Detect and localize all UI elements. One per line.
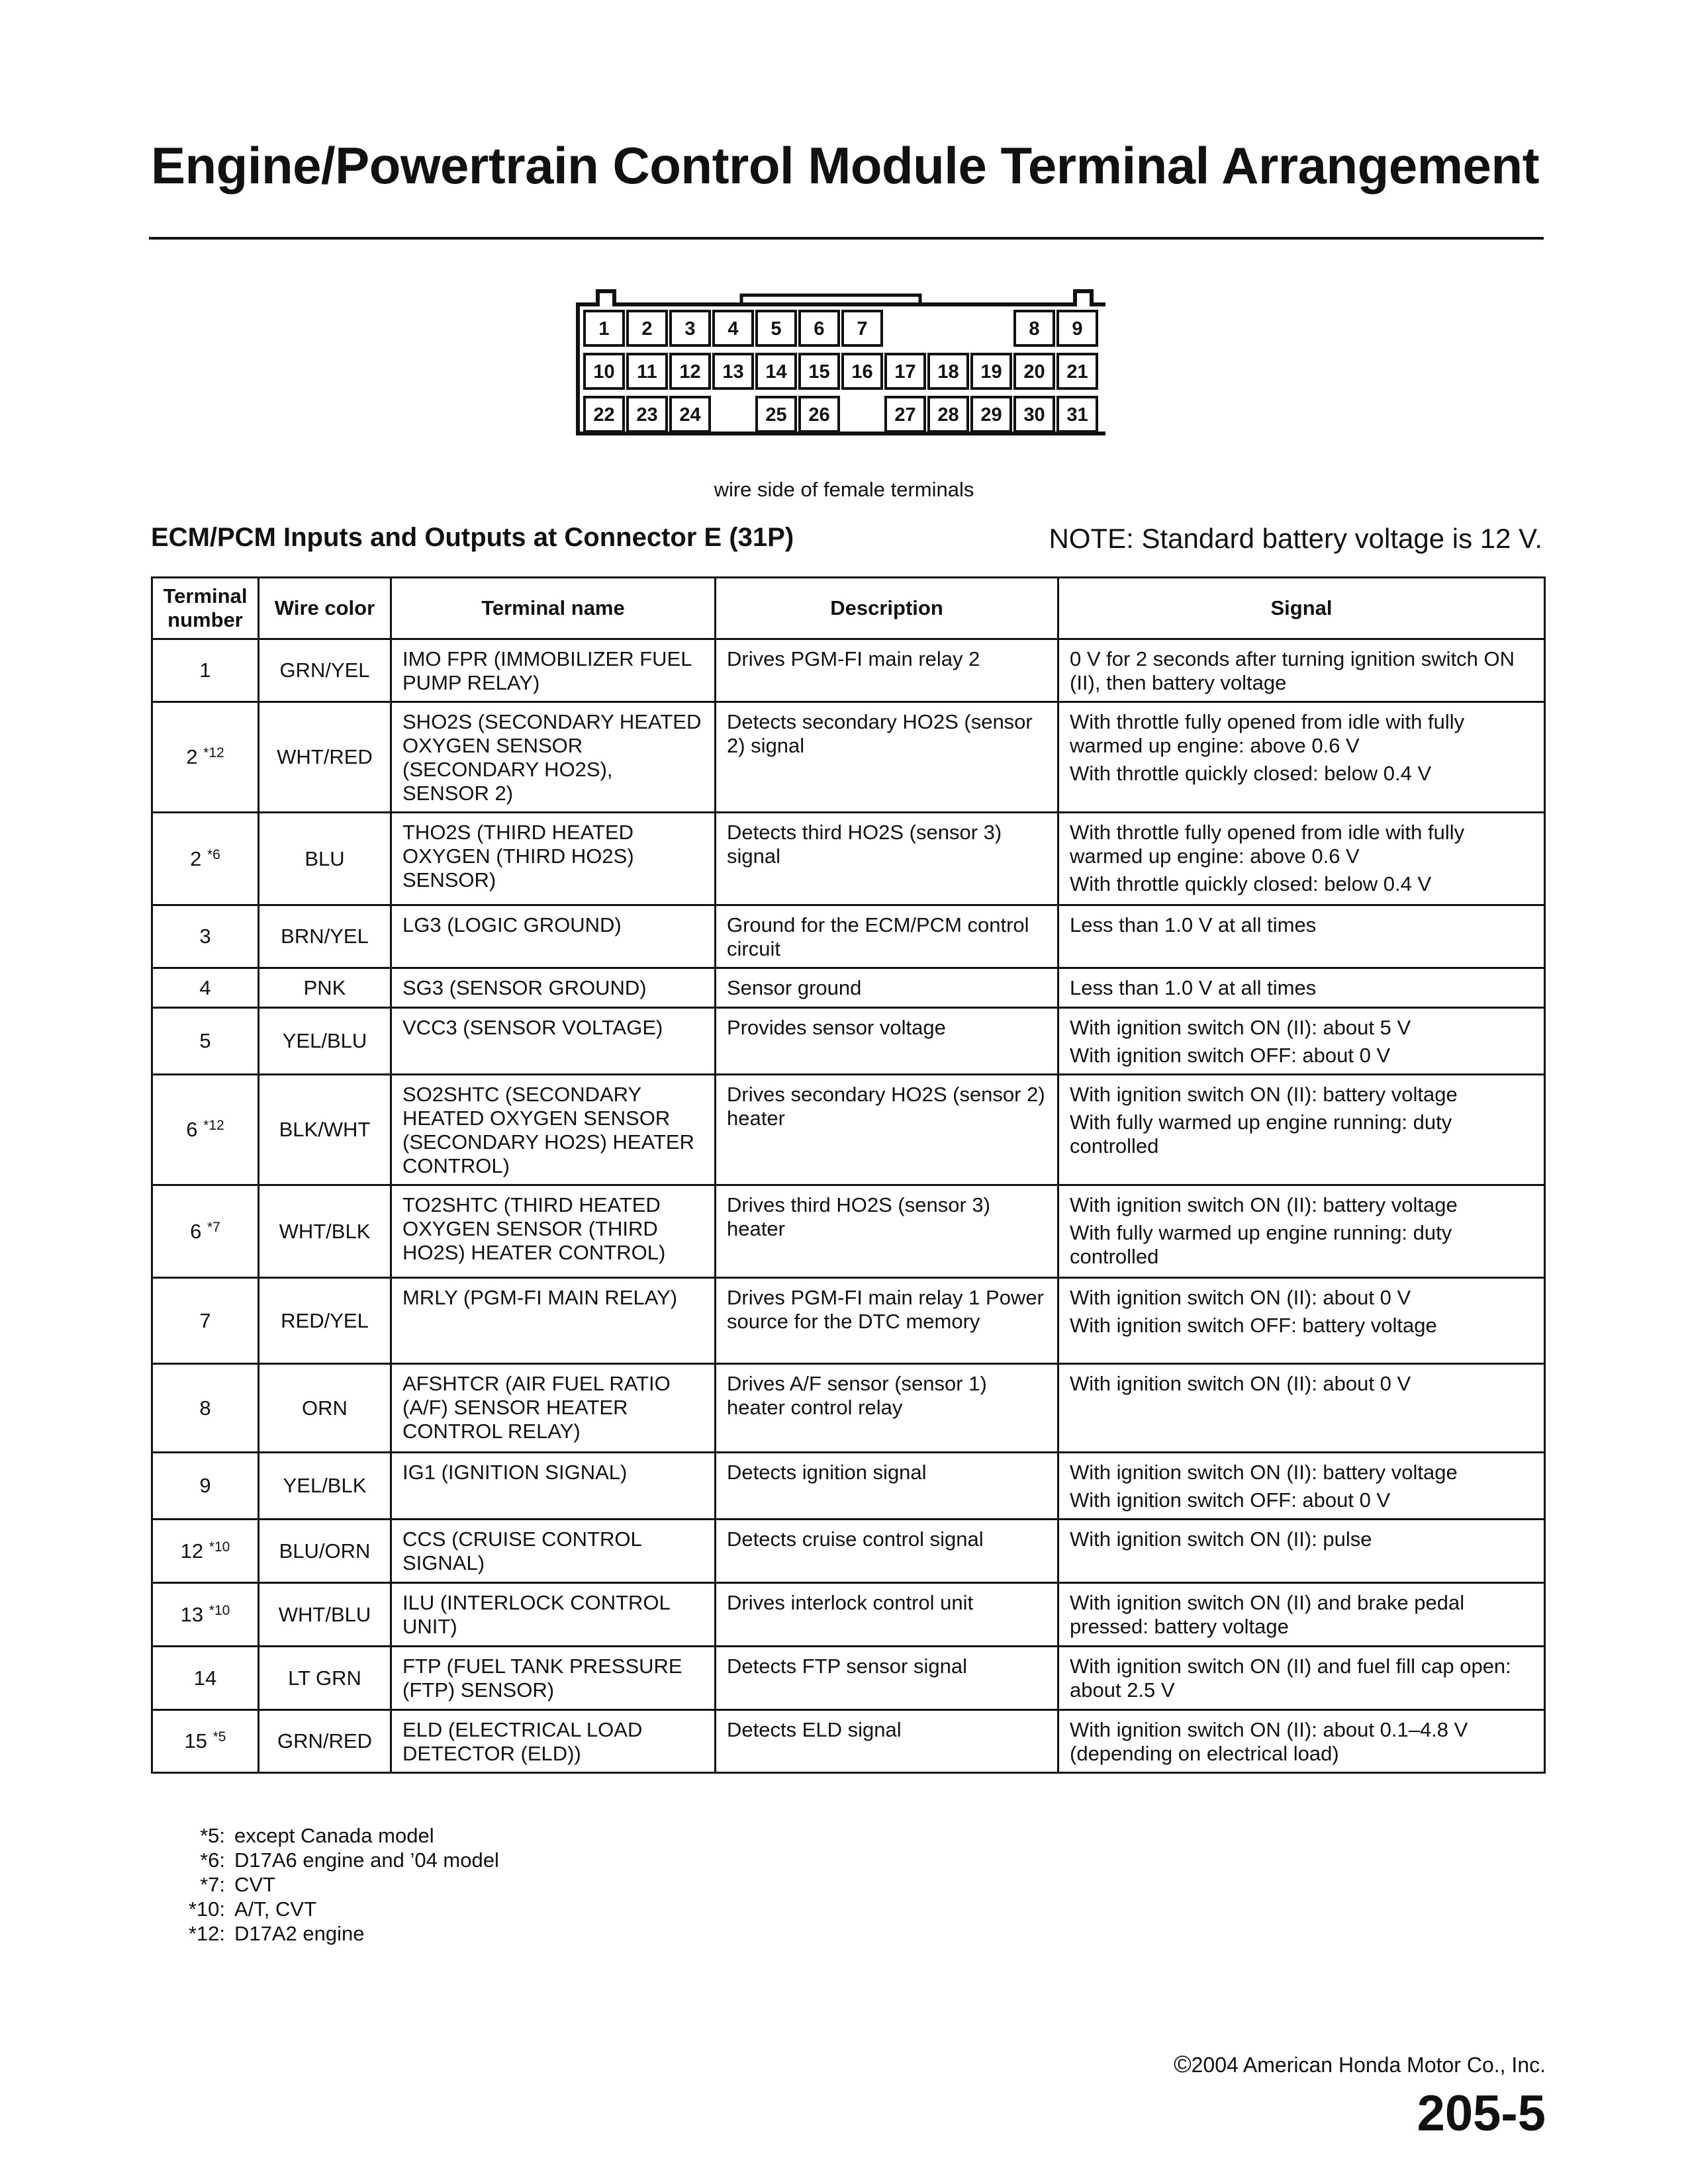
- signal-line: With throttle quickly closed: below 0.4 V: [1070, 872, 1432, 895]
- terminal-label: 11: [637, 361, 657, 383]
- terminal-name: ELD (ELECTRICAL LOAD DETECTOR (ELD)): [391, 1710, 716, 1773]
- signal: [1058, 905, 1545, 968]
- terminal-name: VCC3 (SENSOR VOLTAGE): [391, 1008, 716, 1075]
- terminal-label: 4: [727, 318, 739, 340]
- terminal-label: 1: [598, 318, 610, 340]
- signal-line: With ignition switch ON (II) and brake pedal pressed: battery voltage: [1070, 1591, 1465, 1638]
- terminal-number: 9: [152, 1453, 259, 1520]
- description: Detects ELD signal: [716, 1710, 1058, 1773]
- terminal-name: SHO2S (SECONDARY HEATED OXYGEN SENSOR (SECONDARY HO2S), SENSOR 2): [391, 702, 716, 813]
- terminal-number: 15 $^{*5}$: [152, 1710, 259, 1773]
- wire-color: BRN/YEL: [259, 905, 391, 968]
- footnote-ref: *10: [209, 1539, 230, 1555]
- table-row: [152, 1520, 1545, 1583]
- table-row: [152, 1364, 1545, 1453]
- signal-line: With fully warmed up engine running: duty controlled: [1070, 1221, 1452, 1268]
- signal: [1058, 1583, 1545, 1647]
- description: Detects secondary HO2S (sensor 2) signal: [716, 702, 1058, 813]
- terminal-name: SG3 (SENSOR GROUND): [391, 968, 716, 1008]
- table-row: [152, 1453, 1545, 1520]
- description: Drives third HO2S (sensor 3) heater: [716, 1185, 1058, 1278]
- terminal-label: 14: [765, 361, 787, 383]
- terminal-label: 13: [722, 361, 744, 383]
- terminal-label: 28: [937, 404, 959, 426]
- header-signal: Signal: [1058, 578, 1545, 639]
- signal: [1058, 1075, 1545, 1185]
- table-row: [152, 813, 1545, 905]
- table-row: [152, 1075, 1545, 1185]
- terminal-name: IG1 (IGNITION SIGNAL): [391, 1453, 716, 1520]
- wire-color: BLU: [259, 813, 391, 905]
- terminal-name: THO2S (THIRD HEATED OXYGEN (THIRD HO2S) SENSOR): [391, 813, 716, 905]
- terminal-label: 17: [894, 361, 916, 383]
- signal-line: With ignition switch OFF: battery voltage: [1070, 1314, 1437, 1337]
- terminal-label: 25: [765, 404, 787, 426]
- description: Detects FTP sensor signal: [716, 1647, 1058, 1710]
- signal: [1058, 639, 1545, 702]
- terminal-name: SO2SHTC (SECONDARY HEATED OXYGEN SENSOR (SECONDARY HO2S) HEATER CONTROL): [391, 1075, 716, 1185]
- table-row: [152, 1647, 1545, 1710]
- wire-color: WHT/BLK: [259, 1185, 391, 1278]
- footnote-ref: *12: [203, 745, 224, 760]
- terminal-label: 31: [1066, 404, 1088, 426]
- terminal-label: 3: [684, 318, 696, 340]
- terminal-number: 5: [152, 1008, 259, 1075]
- table-row: [152, 968, 1545, 1008]
- header-description: Description: [716, 578, 1058, 639]
- terminal-name: FTP (FUEL TANK PRESSURE (FTP) SENSOR): [391, 1647, 716, 1710]
- description: Detects ignition signal: [716, 1453, 1058, 1520]
- connector-caption: wire side of female terminals: [714, 478, 974, 501]
- footnote-ref: *7: [207, 1219, 220, 1235]
- wire-color: BLU/ORN: [259, 1520, 391, 1583]
- signal-line: With ignition switch ON (II): about 0 V: [1070, 1372, 1411, 1395]
- section-heading: ECM/PCM Inputs and Outputs at Connector E (31P): [151, 523, 794, 552]
- terminal-label: 6: [814, 318, 825, 340]
- signal: [1058, 1710, 1545, 1773]
- terminal-number: 14: [152, 1647, 259, 1710]
- terminal-label: 19: [980, 361, 1002, 383]
- footnote: *5: except Canada model: [200, 1824, 434, 1847]
- terminal-label: 23: [636, 404, 658, 426]
- terminal-label: 30: [1023, 404, 1045, 426]
- footnote-ref: *5: [212, 1729, 226, 1745]
- footnote-ref: *12: [203, 1118, 224, 1133]
- footnote: *7: CVT: [200, 1873, 275, 1896]
- terminal-name: IMO FPR (IMMOBILIZER FUEL PUMP RELAY): [391, 639, 716, 702]
- signal: [1058, 1278, 1545, 1364]
- terminal-number: 4: [152, 968, 259, 1008]
- header-terminal-number: Terminal number: [152, 578, 259, 639]
- terminal-number: 7: [152, 1278, 259, 1364]
- wire-color: GRN/YEL: [259, 639, 391, 702]
- terminal-number: 1: [152, 639, 259, 702]
- terminal-label: 2: [641, 318, 653, 340]
- description: Drives secondary HO2S (sensor 2) heater: [716, 1075, 1058, 1185]
- table-row: [152, 1583, 1545, 1647]
- signal-line: With ignition switch OFF: about 0 V: [1070, 1488, 1391, 1512]
- description: Drives A/F sensor (sensor 1) heater control relay: [716, 1364, 1058, 1453]
- terminal-number: 13 $^{*10}$: [152, 1583, 259, 1647]
- terminal-name: ILU (INTERLOCK CONTROL UNIT): [391, 1583, 716, 1647]
- terminal-name: TO2SHTC (THIRD HEATED OXYGEN SENSOR (THIRD HO2S) HEATER CONTROL): [391, 1185, 716, 1278]
- table-row: [152, 1008, 1545, 1075]
- table-row: [152, 1185, 1545, 1278]
- terminal-label: 29: [980, 404, 1002, 426]
- signal-line: With ignition switch ON (II): battery voltage: [1070, 1461, 1458, 1484]
- description: Detects third HO2S (sensor 3) signal: [716, 813, 1058, 905]
- title-divider: [149, 237, 1544, 240]
- table-header-row: [152, 578, 1545, 639]
- signal: [1058, 702, 1545, 813]
- description: Ground for the ECM/PCM control circuit: [716, 905, 1058, 968]
- terminal-number: 2 $^{*12}$: [152, 702, 259, 813]
- terminal-label: 5: [771, 318, 782, 340]
- description: Drives PGM-FI main relay 2: [716, 639, 1058, 702]
- signal-line: With ignition switch ON (II): battery voltage: [1070, 1083, 1458, 1106]
- signal-line: With throttle fully opened from idle with fully warmed up engine: above 0.6 V: [1070, 710, 1465, 757]
- terminal-number: 12 $^{*10}$: [152, 1520, 259, 1583]
- signal: [1058, 813, 1545, 905]
- signal-line: With ignition switch OFF: about 0 V: [1070, 1044, 1391, 1067]
- wire-color: ORN: [259, 1364, 391, 1453]
- signal-line: With ignition switch ON (II): about 0 V: [1070, 1286, 1411, 1309]
- description: Provides sensor voltage: [716, 1008, 1058, 1075]
- terminal-number: 6 $^{*7}$: [152, 1185, 259, 1278]
- terminal-label: 24: [679, 404, 701, 426]
- table-row: [152, 905, 1545, 968]
- terminal-label: 15: [808, 361, 830, 383]
- terminal-label: 26: [808, 404, 830, 426]
- wire-color: PNK: [259, 968, 391, 1008]
- terminal-name: MRLY (PGM-FI MAIN RELAY): [391, 1278, 716, 1364]
- page-title: Engine/Powertrain Control Module Terminal Arrangement: [151, 136, 1540, 195]
- header-terminal-name: Terminal name: [391, 578, 716, 639]
- copyright: ©2004 American Honda Motor Co., Inc.: [1174, 2050, 1546, 2077]
- terminal-label: 12: [679, 361, 701, 383]
- signal: [1058, 1453, 1545, 1520]
- voltage-note: NOTE: Standard battery voltage is 12 V.: [1049, 523, 1542, 554]
- wire-color: RED/YEL: [259, 1278, 391, 1364]
- table-row: [152, 639, 1545, 702]
- terminal-label: 10: [593, 361, 615, 383]
- signal-line: With throttle quickly closed: below 0.4 V: [1070, 762, 1432, 785]
- terminal-label: 18: [937, 361, 959, 383]
- signal-line: With ignition switch ON (II): about 0.1–4.8 V (depending on electrical load): [1070, 1718, 1468, 1765]
- terminal-name: LG3 (LOGIC GROUND): [391, 905, 716, 968]
- signal: [1058, 968, 1545, 1008]
- terminal-label: 20: [1023, 361, 1045, 383]
- page-number: 205-5: [1417, 2085, 1546, 2142]
- signal-line: With ignition switch ON (II) and fuel fill cap open: about 2.5 V: [1070, 1655, 1511, 1702]
- signal: [1058, 1185, 1545, 1278]
- wire-color: WHT/BLU: [259, 1583, 391, 1647]
- terminal-number: 3: [152, 905, 259, 968]
- footnote-ref: *10: [209, 1602, 230, 1618]
- signal: [1058, 1647, 1545, 1710]
- signal-line: With fully warmed up engine running: duty controlled: [1070, 1111, 1452, 1158]
- signal-line: With throttle fully opened from idle with fully warmed up engine: above 0.6 V: [1070, 821, 1465, 868]
- terminal-number: 2 $^{*6}$: [152, 813, 259, 905]
- description: Drives interlock control unit: [716, 1583, 1058, 1647]
- wire-color: LT GRN: [259, 1647, 391, 1710]
- table-row: [152, 1710, 1545, 1773]
- footnote: *6: D17A6 engine and ’04 model: [200, 1848, 499, 1872]
- footnote-ref: *6: [207, 846, 220, 862]
- signal: [1058, 1520, 1545, 1583]
- terminal-label: 27: [894, 404, 916, 426]
- wire-color: BLK/WHT: [259, 1075, 391, 1185]
- signal-line: Less than 1.0 V at all times: [1070, 913, 1317, 936]
- terminal-label: 7: [857, 318, 868, 340]
- signal-line: Less than 1.0 V at all times: [1070, 976, 1317, 999]
- terminal-number: 6 $^{*12}$: [152, 1075, 259, 1185]
- signal: [1058, 1008, 1545, 1075]
- terminal-table: [151, 576, 1546, 1774]
- header-wire-color: Wire color: [259, 578, 391, 639]
- signal-line: With ignition switch ON (II): pulse: [1070, 1527, 1372, 1551]
- wire-color: YEL/BLU: [259, 1008, 391, 1075]
- terminal-label: 21: [1066, 361, 1088, 383]
- signal-line: With ignition switch ON (II): battery voltage: [1070, 1193, 1458, 1216]
- terminal-number: 8: [152, 1364, 259, 1453]
- signal-line: With ignition switch ON (II): about 5 V: [1070, 1016, 1411, 1039]
- signal-line: 0 V for 2 seconds after turning ignition switch ON (II), then battery voltage: [1070, 647, 1515, 694]
- terminal-name: CCS (CRUISE CONTROL SIGNAL): [391, 1520, 716, 1583]
- table-row: [152, 1278, 1545, 1364]
- footnotes: [149, 1823, 499, 1946]
- terminal-label: 9: [1072, 318, 1083, 340]
- terminal-name: AFSHTCR (AIR FUEL RATIO (A/F) SENSOR HEATER CONTROL RELAY): [391, 1364, 716, 1453]
- wire-color: YEL/BLK: [259, 1453, 391, 1520]
- wire-color: GRN/RED: [259, 1710, 391, 1773]
- description: Drives PGM-FI main relay 1 Power source for the DTC memory: [716, 1278, 1058, 1364]
- terminal-label: 22: [593, 404, 615, 426]
- wire-color: WHT/RED: [259, 702, 391, 813]
- terminal-label: 8: [1029, 318, 1040, 340]
- signal: [1058, 1364, 1545, 1453]
- terminal-label: 16: [851, 361, 873, 383]
- description: Detects cruise control signal: [716, 1520, 1058, 1583]
- footnote: *10: A/T, CVT: [188, 1897, 317, 1921]
- footnote: *12: D17A2 engine: [188, 1922, 365, 1945]
- table-row: [152, 702, 1545, 813]
- description: Sensor ground: [716, 968, 1058, 1008]
- connector-diagram: [576, 285, 1105, 443]
